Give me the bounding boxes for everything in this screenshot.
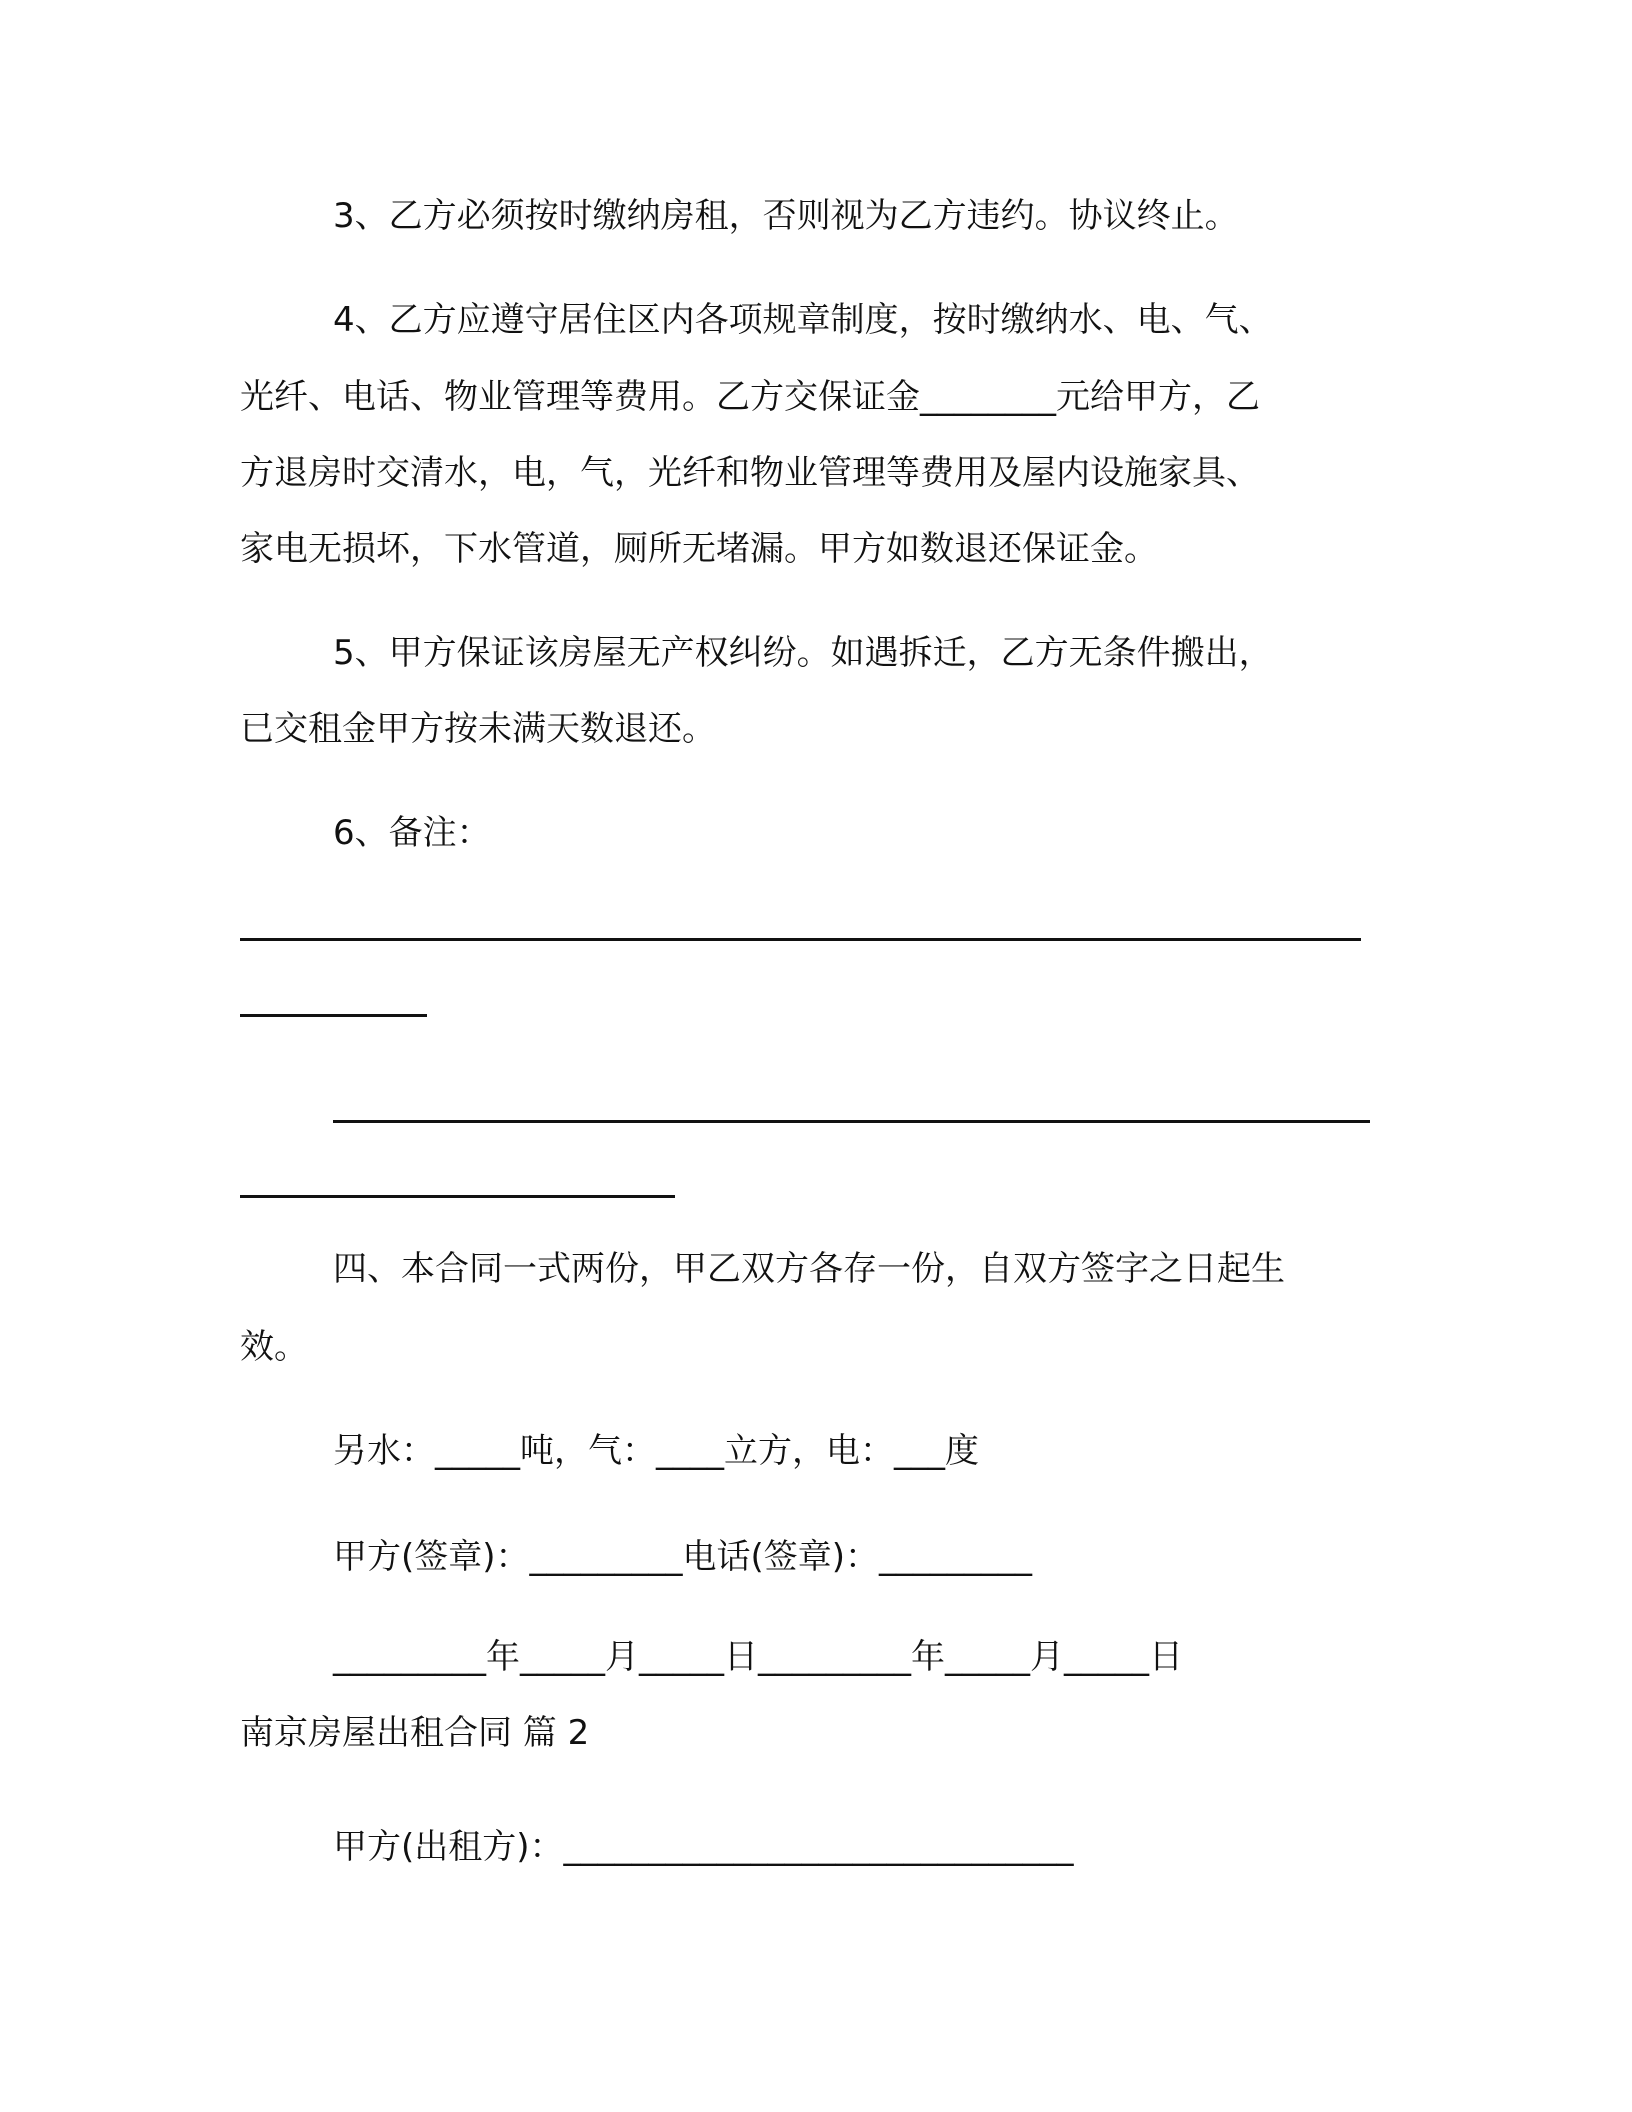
remarks-blank-line-3 xyxy=(333,1120,1370,1123)
remarks-blank-line-1 xyxy=(240,938,1361,941)
remarks-blank-line-4 xyxy=(240,1195,675,1198)
clause-5-line-1: 5、甲方保证该房屋无产权纠纷。如遇拆迁，乙方无条件搬出， xyxy=(333,633,1273,673)
clause-4-line-2: 光纤、电话、物业管理等费用。乙方交保证金________元给甲方，乙 xyxy=(240,377,1260,417)
date-line: _________年_____月_____日_________年_____月_____日 xyxy=(333,1637,1183,1677)
remarks-blank-line-2 xyxy=(240,1014,427,1017)
section-title: 南京房屋出租合同 篇 2 xyxy=(240,1713,590,1753)
section-4-line-2: 效。 xyxy=(240,1327,308,1367)
signature-line: 甲方(签章)：_________电话(签章)：_________ xyxy=(333,1537,1033,1577)
clause-3: 3、乙方必须按时缴纳房租，否则视为乙方违约。协议终止。 xyxy=(333,196,1239,236)
section-4-line-1: 四、本合同一式两份，甲乙双方各存一份，自双方签字之日起生 xyxy=(333,1249,1285,1289)
clause-4-line-4: 家电无损坏，下水管道，厕所无堵漏。甲方如数退还保证金。 xyxy=(240,529,1158,569)
clause-5-line-2: 已交租金甲方按未满天数退还。 xyxy=(240,709,716,749)
utility-readings: 另水：_____吨，气：____立方，电：___度 xyxy=(333,1431,979,1471)
clause-6-remarks-label: 6、备注： xyxy=(333,813,491,853)
party-a-lessor-line: 甲方(出租方)：______________________________ xyxy=(333,1827,1074,1867)
clause-4-line-1: 4、乙方应遵守居住区内各项规章制度，按时缴纳水、电、气、 xyxy=(333,300,1273,340)
clause-4-line-3: 方退房时交清水，电，气，光纤和物业管理等费用及屋内设施家具、 xyxy=(240,453,1260,493)
